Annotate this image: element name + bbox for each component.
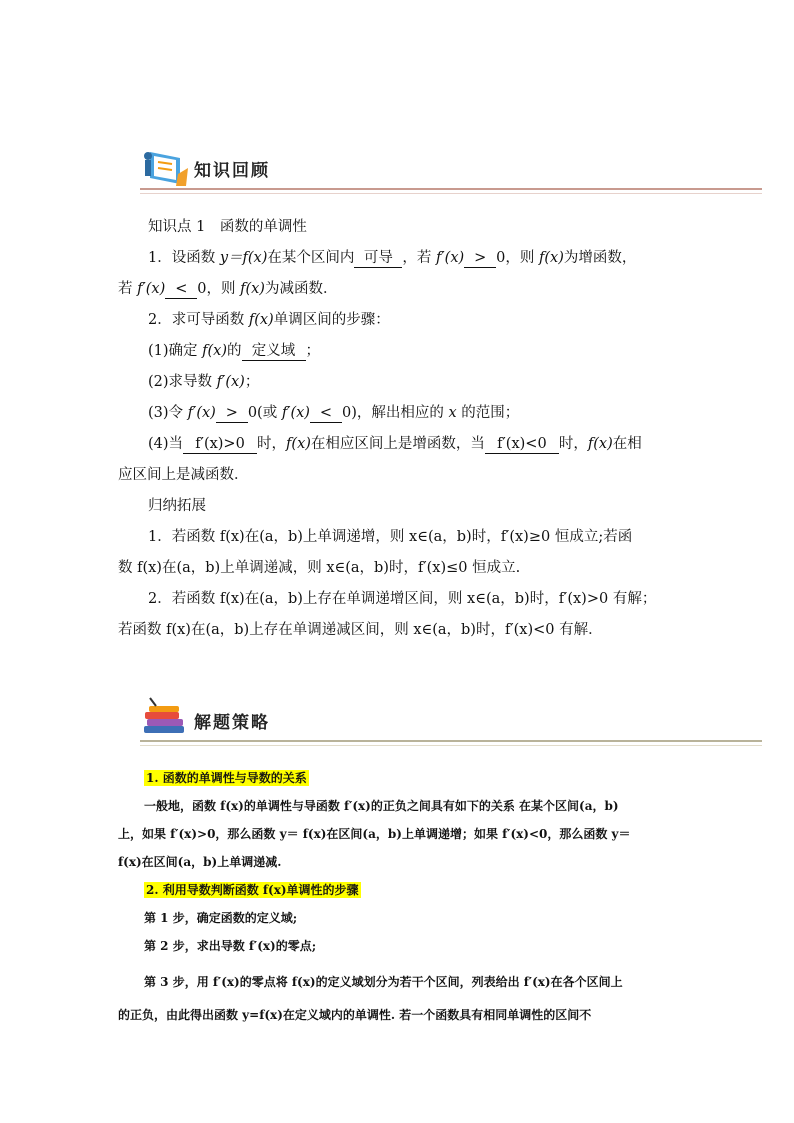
blank-domain: 定义域 [242, 342, 306, 361]
header-divider [140, 740, 762, 742]
extension-title: 归纳拓展 [148, 498, 206, 514]
section-header-strategy [140, 696, 762, 746]
ext-2-line-2: 若函数 f(x)在(a，b)上存在单调递减区间，则 x∈(a，b)时，f′(x)<0 有解． [118, 622, 603, 638]
blank-lt: < [165, 280, 197, 299]
ext-2-line-1: 2．若函数 f(x)在(a，b)上存在单调递增区间，则 x∈(a，b)时，f′(x)>0 有解； [148, 591, 657, 607]
header-divider-light [140, 193, 762, 194]
blank-negative: f′(x)<0 [485, 435, 559, 454]
blank-positive: f′(x)>0 [183, 435, 257, 454]
strategy-heading-1: 1. 函数的单调性与导数的关系 [146, 771, 307, 785]
knowledge-body [118, 212, 666, 646]
ext-1-line-1: 1．若函数 f(x)在(a，b)上单调递增，则 x∈(a，b)时，f′(x)≥0 恒成立;若函 [148, 529, 633, 545]
strategy-step-3-line-1: 第 3 步，用 f′(x)的零点将 f(x)的定义域划分为若干个区间，列表给出 f′(x)在各个区间上 [144, 975, 623, 989]
strategy-step-2: 第 2 步，求出导数 f′(x)的零点; [144, 939, 317, 953]
item-2: 2．求可导函数 f(x)单调区间的步骤： [148, 312, 390, 328]
strategy-p1-line-2: 上，如果 f′(x)>0，那么函数 y＝ f(x)在区间(a，b)上单调递增；如果 f′(x)<0，那么函数 y＝ [118, 827, 631, 841]
blank-gt: > [464, 249, 496, 268]
strategy-step-3-line-2: 的正负，由此得出函数 y=f(x)在定义域内的单调性. 若一个函数具有相同单调性的区间不 [118, 1008, 592, 1022]
strategy-p1-line-3: f(x)在区间(a，b)上单调递减. [118, 855, 282, 869]
blank-lt-2: < [310, 404, 342, 423]
step-4-line-1: (4)当 f′(x)>0 时，f(x)在相应区间上是增函数，当 f′(x)<0 时，f(x)在相 [148, 436, 642, 452]
strategy-step-1: 第 1 步，确定函数的定义域; [144, 911, 298, 925]
books-icon [140, 696, 190, 742]
strategy-p1-line-1: 一般地，函数 f(x)的单调性与导函数 f′(x)的正负之间具有如下的关系 在某个区间(a，b) [144, 799, 619, 813]
blank-differentiable: 可导 [354, 249, 402, 268]
kp-title: 知识点 1 函数的单调性 [148, 219, 307, 235]
header-divider [140, 188, 762, 190]
step-3: (3)令 f′(x) > 0(或 f′(x) < 0)，解出相应的 x 的范围； [148, 405, 520, 421]
step-2: (2)求导数 f′(x)； [148, 374, 260, 390]
strategy-heading-2: 2. 利用导数判断函数 f(x)单调性的步骤 [146, 883, 359, 897]
item-1-line-2: 若 f′(x) < 0，则 f(x)为减函数． [118, 281, 338, 297]
section-title: 解题策略 [194, 713, 270, 733]
blank-gt-2: > [216, 404, 248, 423]
section-header-knowledge-review [140, 144, 762, 194]
section-title: 知识回顾 [194, 161, 270, 181]
header-divider-light [140, 745, 762, 746]
strategy-body [118, 764, 678, 1032]
step-4-line-2: 应区间上是减函数． [118, 467, 249, 483]
teacher-icon [140, 144, 190, 190]
step-1: (1)确定 f(x)的 定义域 ； [148, 343, 321, 359]
item-1-line-1: 1．设函数 y＝f(x)在某个区间内 可导 ，若 f′(x) > 0，则 f(x)为增函数， [148, 250, 637, 266]
ext-1-line-2: 数 f(x)在(a，b)上单调递减，则 x∈(a，b)时，f′(x)≤0 恒成立. [118, 560, 521, 576]
